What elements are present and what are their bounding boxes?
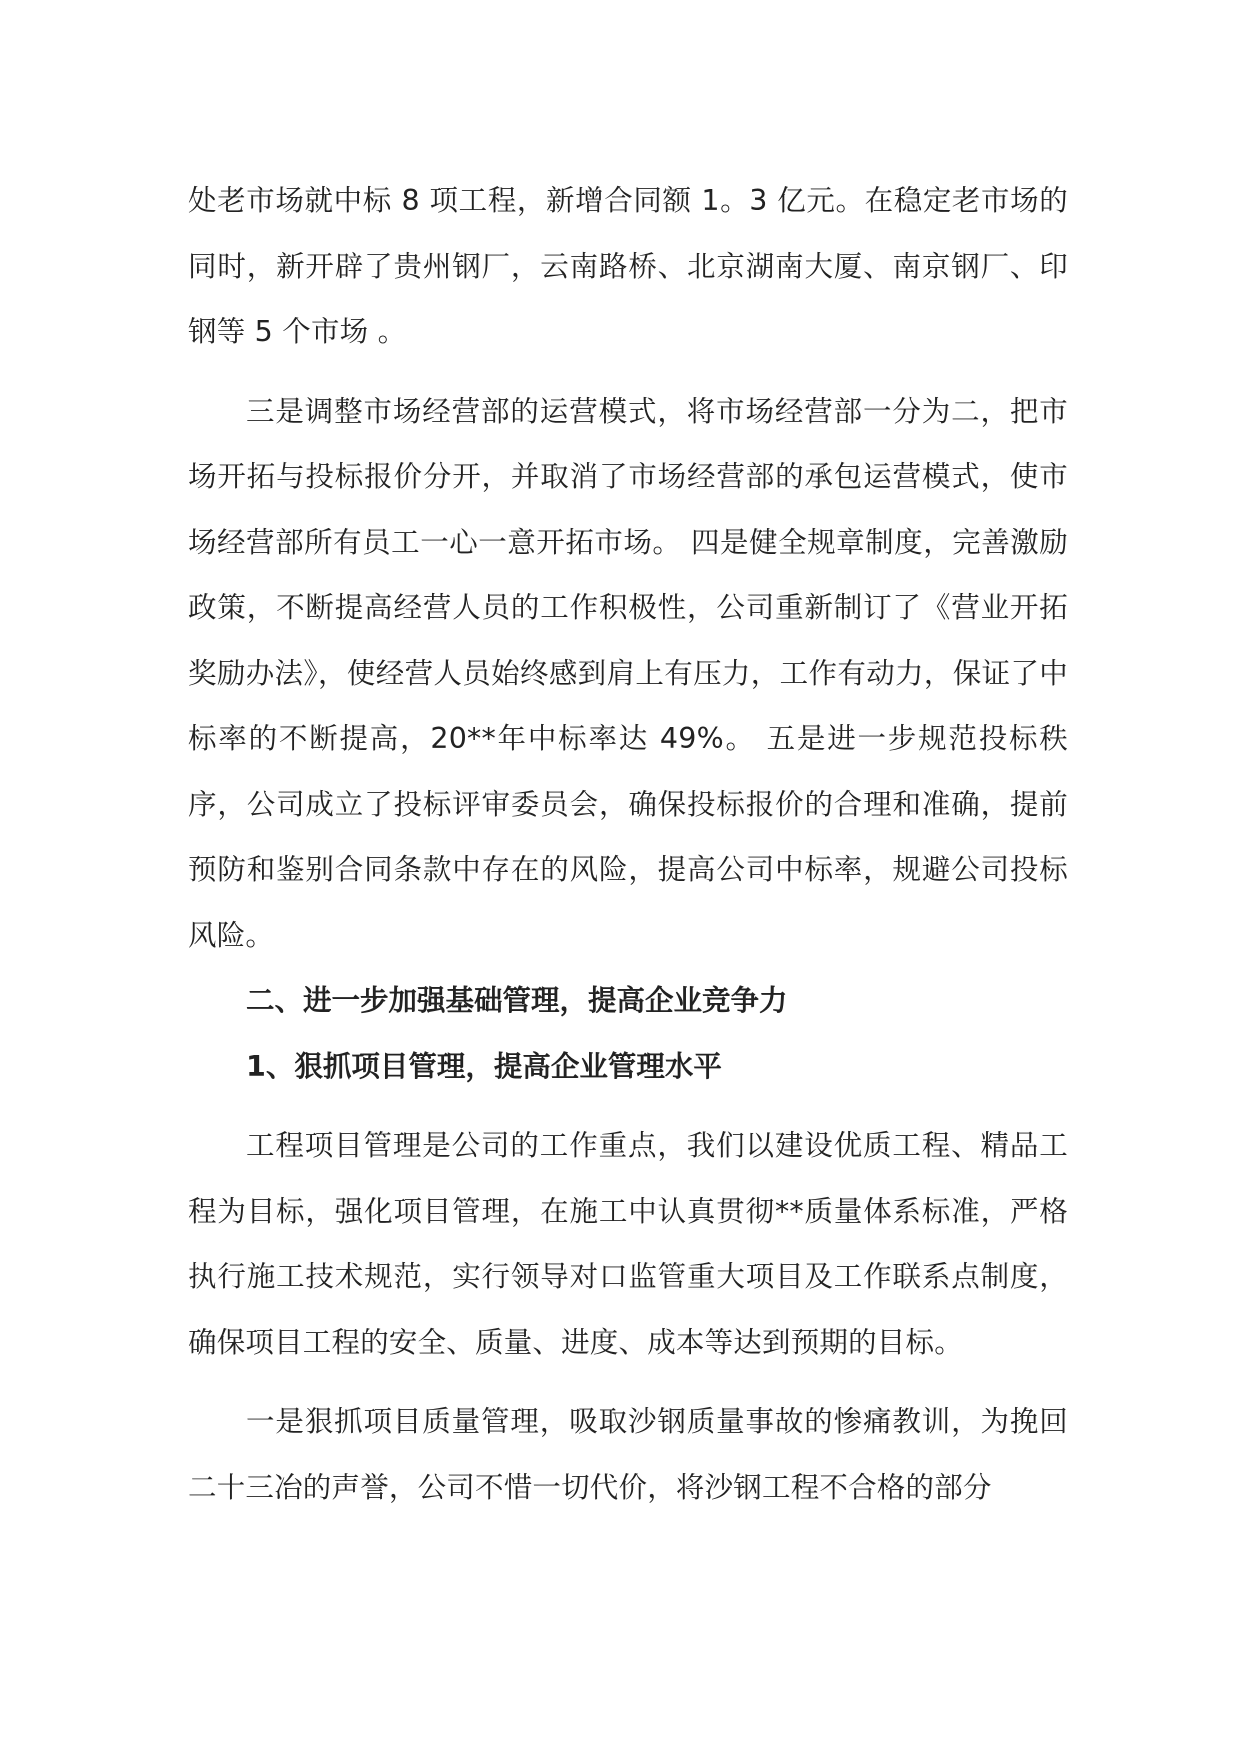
paragraph-business-model: 三是调整市场经营部的运营模式，将市场经营部一分为二，把市场开拓与投标报价分开，并取消了市场经营部的承包运营模式，使市场经营部所有员工一心一意开拓市场。 四是健全规章制度，完善激励政策，不断提高经营人员的工作积极性，公司重新制订了《营业开拓奖励办法》，使经营人员始终感到肩上有压力，工作有动力，保证了中标率的不断提高，20**年中标率达 49%。 五是进一步规范投标秩序，公司成立了投标评审委员会，确保投标报价的合理和准确，提前预防和鉴别合同条款中存在的风险，提高公司中标率，规避公司投标风险。 bbox=[188, 394, 1068, 952]
subsection-heading: 1、狠抓项目管理，提高企业管理水平 bbox=[246, 1049, 722, 1083]
section-heading: 二、进一步加强基础管理，提高企业竞争力 bbox=[246, 984, 788, 1017]
paragraph-market-expansion: 处老市场就中标 8 项工程，新增合同额 1。3 亿元。在稳定老市场的同时，新开辟了贵州钢厂，云南路桥、北京湖南大厦、南京钢厂、印钢等 5 个市场 。 bbox=[188, 184, 1068, 348]
paragraph-quality-management: 一是狠抓项目质量管理，吸取沙钢质量事故的惨痛教训，为挽回二十三冶的声誉，公司不惜一切代价，将沙钢工程不合格的部分 bbox=[188, 1405, 1068, 1504]
paragraph-project-management: 工程项目管理是公司的工作重点，我们以建设优质工程、精品工程为目标，强化项目管理，在施工中认真贯彻**质量体系标准，严格执行施工技术规范，实行领导对口监管重大项目及工作联系点制度，确保项目工程的安全、质量、进度、成本等达到预期的目标。 bbox=[188, 1129, 1068, 1359]
document-body bbox=[188, 168, 1068, 1520]
